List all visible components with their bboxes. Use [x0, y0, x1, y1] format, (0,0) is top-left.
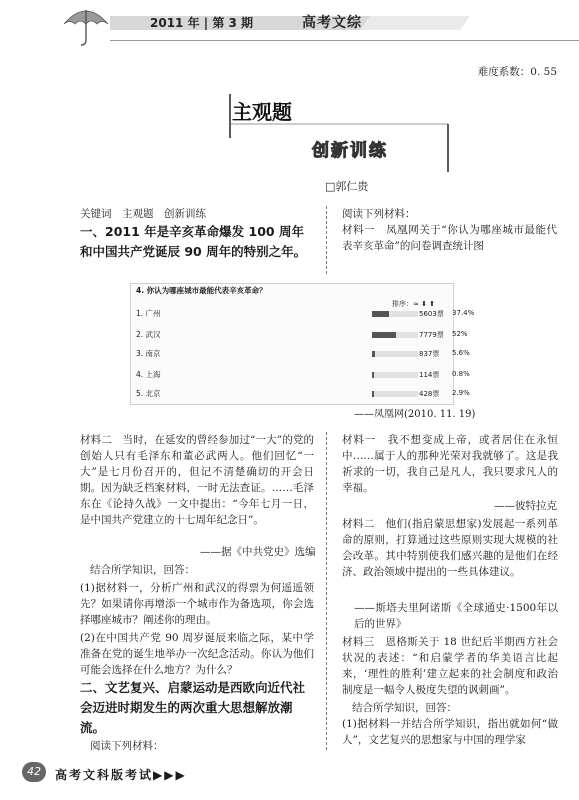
survey-percent: 5.6%	[452, 349, 470, 357]
umbrella-icon	[60, 4, 112, 52]
footer-label: 高考文科版考试▶▶▶	[55, 768, 187, 782]
material-one-intro: 材料一 凤凰网关于“你认为哪座城市最能代表辛亥革命”的问卷调查统计图	[342, 224, 557, 252]
column-divider-bottom	[326, 432, 327, 750]
left-material-two: 材料二 当时，在延安的曾经参加过“一大”的党的创始人只有毛泽东和董必武两人。他们回忆“一大”是七月份召开的，但记不清楚确切的开会日期。因为缺乏档案材料，一时无法查证。……毛泽东在《论持久战》一文中提出：“今年七月一日，是中国共产党建立的十七周年纪念日”。	[80, 434, 314, 526]
right-question-one: (1)据材料一并结合所学知识，指出就如何“做人”，文艺复兴的思想家与中国的理学家	[342, 718, 558, 746]
survey-votes: 7779票	[419, 331, 444, 339]
right-material-three: 材料三 恩格斯关于 18 世纪后半期西方社会状况的表述：“和启蒙学者的华美语言比起来，‘理性的胜利’建立起来的社会制度和政治制度是一幅令人极度失望的讽刺画”。	[342, 636, 558, 696]
right-material-two-source: ——斯塔夫里阿诺斯《全球通史·1500年以后的世界》	[354, 602, 558, 630]
survey-city-label: 2. 武汉	[136, 330, 161, 339]
section-two-title: 二、文艺复兴、启蒙运动是西欧向近代社会迈进时期发生的两次重大思想解放潮流。	[80, 680, 306, 735]
magazine-name: 高考文综	[302, 15, 362, 31]
section-one-title: 一、2011 年是辛亥革命爆发 100 周年和中国共产党诞辰 90 周年的特别之年。	[80, 224, 307, 259]
left-read: 阅读下列材料：	[90, 740, 164, 752]
survey-question: 4. 你认为哪座城市最能代表辛亥革命？	[136, 286, 267, 295]
left-question-one: (1)据材料一，分析广州和武汉的得票为何遥遥领先？如果请你再增添一个城市作为备选项，你会选择哪座城市？阐述你的理由。	[80, 582, 314, 626]
survey-percent: 2.9%	[452, 389, 470, 397]
survey-source: ——凤凰网(2010. 11. 19)	[354, 409, 476, 420]
right-intro: 阅读下列材料：	[342, 208, 416, 220]
right-material-one-source: ——彼特拉克	[494, 500, 557, 512]
survey-city-label: 5. 北京	[136, 389, 161, 398]
survey-percent: 52%	[452, 330, 468, 338]
page-title: 主观题	[232, 100, 292, 124]
issue-label: 2011 年 | 第 3 期	[150, 16, 254, 30]
survey-bar-fill	[372, 332, 396, 338]
survey-bar-fill	[372, 311, 389, 317]
right-combine: 结合所学知识，回答：	[352, 702, 457, 714]
survey-votes: 428票	[419, 390, 440, 398]
survey-bar	[372, 391, 418, 397]
survey-votes: 5603票	[419, 310, 444, 318]
left-combine: 结合所学知识，回答：	[90, 564, 195, 576]
survey-bar-fill	[372, 351, 375, 357]
survey-bar	[372, 311, 418, 317]
survey-percent: 0.8%	[452, 370, 470, 378]
column-divider-top	[326, 206, 327, 274]
survey-sort-label: 排序：≈ ⬇ ⬆	[392, 300, 436, 308]
header-rule	[110, 40, 579, 41]
author: □郭仁贵	[325, 180, 369, 193]
page-number: 42	[22, 762, 46, 782]
survey-votes: 837票	[419, 350, 440, 358]
survey-bar	[372, 332, 418, 338]
survey-bar	[372, 351, 418, 357]
survey-city-label: 4. 上海	[136, 370, 161, 379]
right-material-two: 材料二 他们(指启蒙思想家)发展起一系列革命的原则，打算通过这些原则实现大规模的社会改革。其中特别使我们感兴趣的是他们在经济、政治领域中提出的一些具体建议。	[342, 518, 558, 578]
right-material-one: 材料一 我不想变成上帝，或者居住在永恒中……属于人的那种光荣对我就够了。这是我祈求的一切，我自己是凡人，我只要求凡人的幸福。	[342, 434, 558, 494]
survey-bar	[372, 372, 418, 378]
keywords: 关键词 主观题 创新训练	[80, 208, 206, 220]
survey-bar-fill	[372, 372, 374, 378]
page-subtitle: 创新训练	[312, 141, 388, 161]
left-question-two: (2)在中国共产党 90 周岁诞辰来临之际，某中学准备在党的诞生地举办一次纪念活动。你认为他们可能会选择在什么地方？为什么？	[80, 632, 314, 676]
survey-bar-fill	[372, 391, 374, 397]
survey-votes: 114票	[419, 371, 440, 379]
left-material-two-source: ——据《中共党史》选编	[200, 546, 316, 558]
difficulty-label: 难度系数：0. 55	[477, 66, 557, 78]
survey-city-label: 1. 广州	[136, 309, 161, 318]
survey-percent: 37.4%	[452, 309, 475, 317]
survey-city-label: 3. 南京	[136, 349, 161, 358]
